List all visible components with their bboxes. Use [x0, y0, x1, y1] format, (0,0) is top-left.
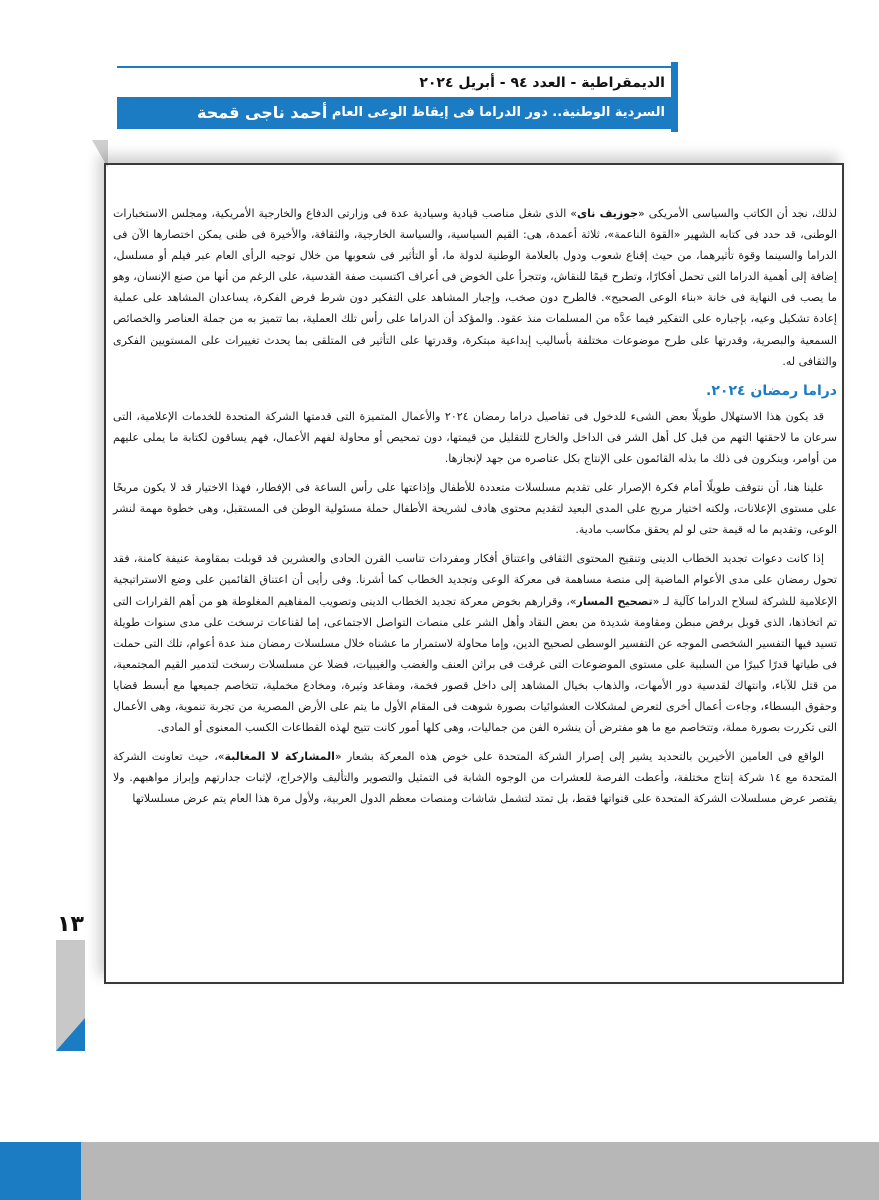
- article-title: السردية الوطنية.. دور الدراما فى إيقاظ الوعى العام: [331, 105, 665, 120]
- page-number: ١٣: [57, 912, 84, 937]
- footer-accent: [0, 1142, 81, 1200]
- author-name: أحمد ناجى قمحة: [197, 103, 328, 122]
- page-tab-accent: [56, 1018, 85, 1051]
- footer-band: [81, 1142, 879, 1200]
- paragraph-4: إذا كانت دعوات تجديد الخطاب الدينى وتنقيح المحتوى الثقافى واعتناق أفكار ومفردات تناسب القرن الحادى والعشرين قد قوبلت بمقاومة عنيفة كامنة، فقد تحول رمضان على مدى الأعوام الماضية إلى منصة مساهمة فى معركة الوعى وتجديد الخطاب كما أشرنا. وفى رأيى أن اعتناق القائمين على وضع الاستراتيجية الإعلامية للشركة لسلاح الدراما كآلية لـ «تصحيح المسار»، وقرارهم بخوض معركة تجديد الخطاب الدينى وتصويب المفاهيم المغلوطة هو من أهم القرارات التى تم اتخاذها، الذى قوبل برفض مبطن ومقاومة شديدة من بعض النقاد وأهل الشر على منصات التواصل الاجتماعى، إما لقناعات ترسخت على مدى سنوات طويلة تسيد فيها التفسير الشخصى الموجه عن التفسير الوسطى لصحيح الدين، وإما محاولة لاستمرار ما عشناه خلال مسلسلات رمضان منذ عدة أعوام، تلك التى حملت فى طياتها قدرًا كبيرًا من السلبية على مستوى الموضوعات التى غرقت فى براثن العنف والغضب والغيبيات، فضلا عن مسلسلات رسخت لتدمير القيم المجتمعية، من قتل للآباء، وانتهاك لقدسية دور الأمهات، والذهاب بخيال المشاهد إلى داخل قصور فخمة، ومقاعد وثيرة، ومخادع مخملية، تتخاصم جميعها مع أبسط قضايا وحقوق البسطاء، وجاءت أعمال أخرى لتعرض لمشكلات العشوائيات بصورة شوهت فى المقام الأول ما يتم على الأرض المصرية من تجربة تنموية، وهى الأعمال التى تكررت بصورة مملة، وتتخاصم مع ما هو مفترض أن ينشره الفن من جماليات، وهى كلها أمور كانت تتيح لهذه القطاعات الكسب المعنوى أو المادى.: [113, 552, 838, 735]
- bold-phrase: تصحيح المسار: [576, 594, 653, 608]
- bold-name: جوزيف ناى: [576, 207, 639, 220]
- paragraph-2: قد يكون هذا الاستهلال طويلًا بعض الشىء للدخول فى تفاصيل دراما رمضان ٢٠٢٤ والأعمال المتميزة التى قدمتها الشركة المتحدة للخدمات الإعلامية، التى سرعان ما لاحقتها التهم من قبل كل أهل الشر فى الداخل والخارج للتقليل من قيمتها، دون تمحيص أو محاولة لفهم الأعمال، فهم يساقون لكتابة ما يملى عليهم من أوامر، وينكرون فى ذلك ما بذله القائمون على الإنتاج بكل عناصره من جهد لإنجازها.: [113, 409, 837, 465]
- article-banner: [117, 97, 671, 129]
- bold-slogan: المشاركة لا المغالبة: [224, 750, 335, 764]
- header-rule: [117, 66, 673, 68]
- paragraph-5: الواقع فى العامين الأخيرين بالتحديد يشير إلى إصرار الشركة المتحدة على خوض هذه المعركة بشعار «المشاركة لا المغالبة»، حيث تعاونت الشركة المتحدة مع ١٤ شركة إنتاج مختلفة، وأعطت الفرصة للعشرات من الوجوه الشابة فى التمثيل والتصوير والتأليف والإخراج، لإثبات جدارتهم وإبراز مواهبهم. ولا يقتصر عرض مسلسلات الشركة المتحدة على قنواتها فقط، بل تمتد لتشمل شاشات ومنصات معظم الدول العربية، ولأول مرة هذا العام يتم عرض مسلسلاتها: [113, 750, 837, 806]
- header-accent-bar: [671, 62, 678, 132]
- paragraph-1: لذلك، نجد أن الكاتب والسياسى الأمريكى «جوزيف ناى» الذى شغل مناصب قيادية وسيادية عدة فى وزارتى الدفاع والخارجية الأمريكية، ومجلس الاستخبارات الوطنى، قد حدد فى كتابه الشهير «القوة الناعمة»، ثلاثة أعمدة، هى: القيم السياسية، والسياسة الخارجية، والثقافة، والأخيرة فى ظنى يمكن اختصارها الآن فى الدراما والسينما وقوة تأثيرهما، من حيث إقناع شعوب ودول بالعلامة الوطنية لدولة ما، أو التأثير فى شعوبها من خلال توجيه الرأى العام عبر فيلم أو مسلسل، إضافة إلى أهمية الدراما التى تحمل أفكارًا، وتطرح قيمًا للنقاش، وتتجرأ على الخوض فى أعراف اكتسبت صفة القدسية، على الرغم من أنها من صنع الإنسان، وهو ما يصب فى النهاية فى خانة «بناء الوعى الصحيح». فالطرح دون صخب، وإجبار المشاهد على التفكير دون شرط فرض الفكرة، يساعدان المشاهد على عملية إعادة تشكيل وعيه، بإجباره على التفكير فيما عدَّه من المسلمات منذ عقود. والمؤكد أن الدراما على رأس تلك العملية، بما تتميز به من جملة العناصر والخصائص السمعية والبصرية، وقدرتها على طرح موضوعات مختلفة بأساليب إبداعية مبتكرة، وقدرتها على التأثير فى المتلقى بما يحدث تغييرات على المستويين الفكرى والثقافى له.: [113, 207, 837, 368]
- article-body: [113, 203, 837, 817]
- section-heading: دراما رمضان ٢٠٢٤.: [706, 382, 837, 399]
- issue-line: الديمقراطية - العدد ٩٤ - أبريل ٢٠٢٤: [419, 75, 665, 91]
- paragraph-3: علينا هنا، أن نتوقف طويلًا أمام فكرة الإصرار على تقديم مسلسلات متعددة للأطفال وإذاعتها على رأس الساعة فى الإفطار، فهذا الاختيار قد لا يكون مربحًا على مستوى الإعلانات، ولكنه اختيار مربح على المدى البعيد لتقديم محتوى هادف لشريحة الأطفال حملة مسئولية الوطن فى المستقبل، وهى خطوة مهمة لنشر الوعى، وتقديم ما له قيمة حتى لو لم يحقق مكاسب مادية.: [113, 481, 837, 537]
